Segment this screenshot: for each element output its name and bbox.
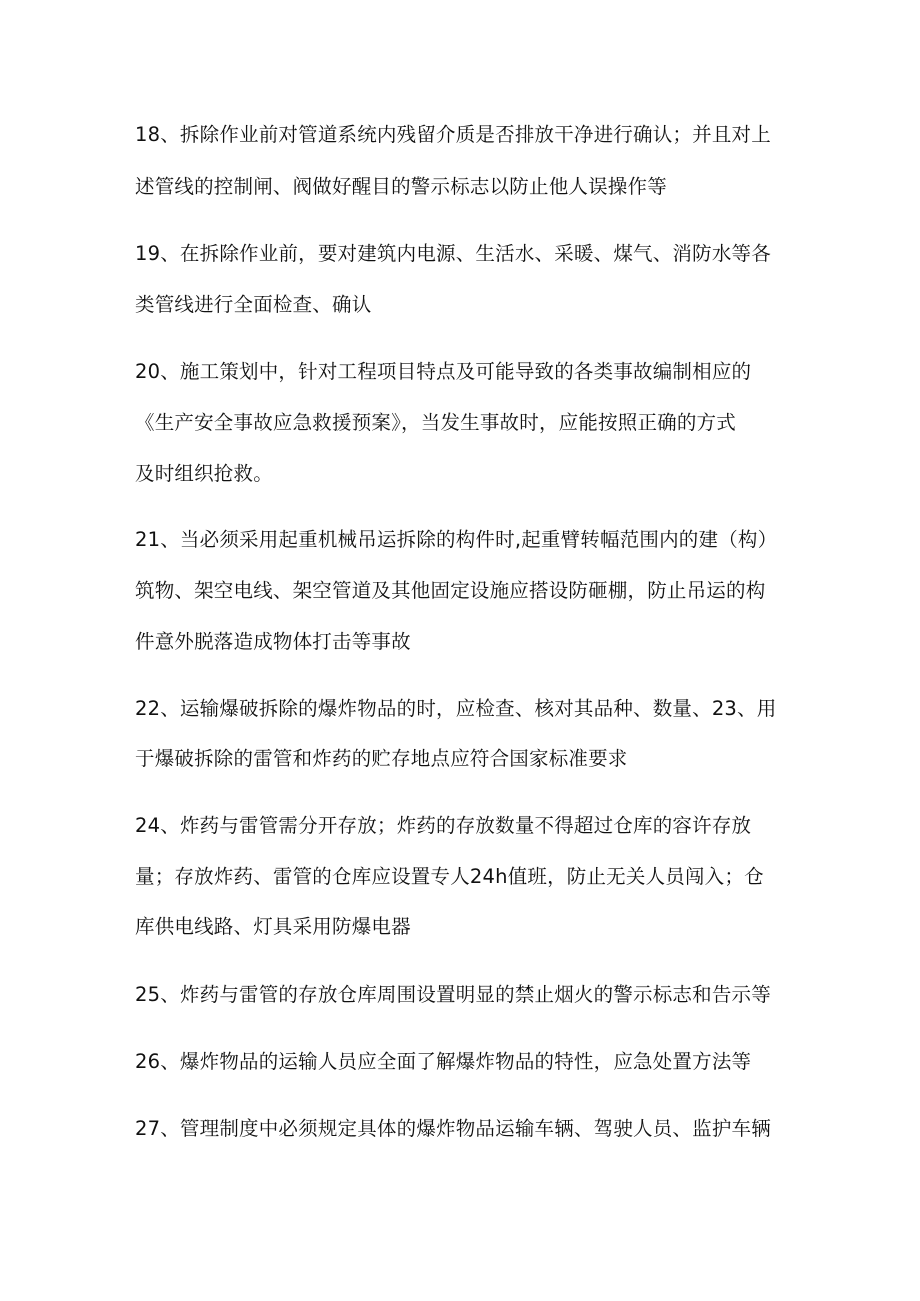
- text-line: 件意外脱落造成物体打击等事故: [135, 630, 411, 653]
- text-line: 《生产安全事故应急救援预案》，当发生事故时，应能按照正确的方式: [135, 411, 736, 434]
- text-line: 18、拆除作业前对管道系统内残留介质是否排放干净进行确认；并且对上: [135, 123, 771, 146]
- text-line: 27、管理制度中必须规定具体的爆炸物品运输车辆、驾驶人员、监护车辆: [135, 1117, 771, 1140]
- text-line: 26、爆炸物品的运输人员应全面了解爆炸物品的特性，应急处置方法等: [135, 1050, 752, 1073]
- text-line: 及时组织抢救。: [135, 462, 273, 485]
- text-line: 21、当必须采用起重机械吊运拆除的构件时,起重臂转幅范围内的建（构）: [135, 528, 778, 551]
- text-line: 25、炸药与雷管的存放仓库周围设置明显的禁止烟火的警示标志和告示等: [135, 983, 771, 1006]
- text-line: 库供电线路、灯具采用防爆电器: [135, 915, 411, 938]
- text-line: 筑物、架空电线、架空管道及其他固定设施应搭设防砸棚，防止吊运的构: [135, 579, 766, 602]
- text-line: 述管线的控制闸、阀做好醒目的警示标志以防止他人误操作等: [135, 175, 667, 198]
- text-line: 20、施工策划中，针对工程项目特点及可能导致的各类事故编制相应的: [135, 360, 752, 383]
- text-line: 量；存放炸药、雷管的仓库应设置专人24h值班，防止无关人员闯入；仓: [135, 865, 764, 888]
- text-line: 类管线进行全面检查、确认: [135, 293, 372, 316]
- text-line: 于爆破拆除的雷管和炸药的贮存地点应符合国家标准要求: [135, 747, 628, 770]
- text-line: 19、在拆除作业前，要对建筑内电源、生活水、采暖、煤气、消防水等各: [135, 242, 771, 265]
- text-line: 24、炸药与雷管需分开存放；炸药的存放数量不得超过仓库的容许存放: [135, 814, 752, 837]
- text-line: 22、运输爆破拆除的爆炸物品的时，应检查、核对其品种、数量、23、用: [135, 697, 777, 720]
